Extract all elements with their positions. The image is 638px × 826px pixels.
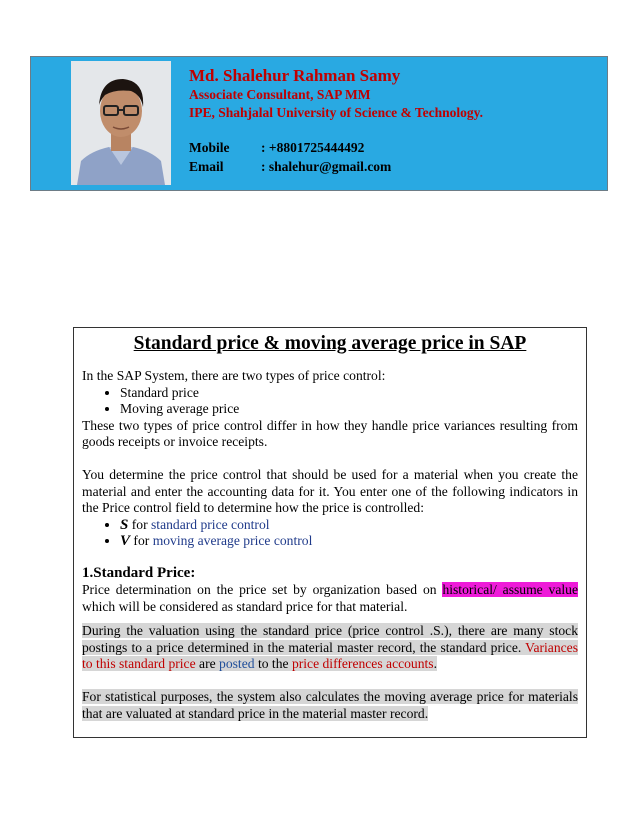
paragraph-statistical bbox=[82, 689, 578, 722]
email-row bbox=[189, 157, 483, 176]
paragraph-price-control: You determine the price control that should be used for a material when you create the material and enter the accounting data for it. You enter one of the following indicators in the Price control field to determine how the price is controlled: bbox=[82, 466, 578, 516]
list-item bbox=[120, 533, 578, 550]
mobile-label: Mobile bbox=[189, 140, 230, 155]
document-title: Standard price & moving average price in SAP bbox=[133, 333, 527, 354]
text-run: During the valuation using the standard price (price control .S.), there are many stock postings to a price determined in the material master record, the standard price. bbox=[82, 623, 578, 655]
email-value: : shalehur@gmail.com bbox=[261, 159, 392, 174]
profile-header bbox=[30, 56, 608, 191]
profile-name: Md. Shalehur Rahman Samy bbox=[189, 66, 401, 85]
mobile-row bbox=[189, 138, 483, 157]
text-run: . bbox=[433, 656, 437, 672]
text-run: which will be considered as standard price for that material. bbox=[82, 598, 408, 614]
indicator-word: for bbox=[133, 533, 150, 549]
email-label: Email bbox=[189, 159, 224, 174]
indicator-letter: V bbox=[120, 533, 131, 550]
contact-block bbox=[189, 138, 483, 176]
text-posted: posted bbox=[219, 656, 255, 672]
text-run: to the bbox=[254, 656, 292, 672]
indicators-list bbox=[82, 517, 578, 550]
text-run: are bbox=[195, 656, 220, 672]
intro-text: In the SAP System, there are two types of price control: bbox=[82, 368, 386, 383]
text-variances: Variances to this standard price bbox=[82, 639, 578, 672]
list-item: • Moving average price bbox=[120, 401, 578, 418]
text-run: For statistical purposes, the system also calculates the moving average price for materials that are valuated at standard price in the material master record. bbox=[82, 688, 578, 721]
indicator-word: for bbox=[131, 516, 148, 532]
list-item: • Standard price bbox=[120, 385, 578, 402]
indicator-desc: moving average price control bbox=[152, 533, 313, 549]
person-photo-icon bbox=[71, 61, 171, 185]
profile-photo bbox=[71, 61, 171, 185]
profile-position: Associate Consultant, SAP MM bbox=[189, 87, 371, 102]
paragraph-valuation bbox=[82, 623, 578, 673]
document-body bbox=[73, 327, 587, 738]
indicator-desc: standard price control bbox=[151, 516, 270, 532]
indicator-letter: S bbox=[120, 516, 129, 533]
section-title-standard-price: 1.Standard Price: bbox=[82, 564, 196, 581]
text-price-diff-accounts: price differences accounts bbox=[291, 656, 434, 672]
text-run: Price determination on the price set by organization based on bbox=[82, 581, 443, 597]
price-types-list bbox=[82, 385, 578, 418]
list-item bbox=[120, 517, 578, 534]
profile-university: IPE, Shahjalal University of Science & Technology. bbox=[189, 105, 484, 120]
mobile-value: : +8801725444492 bbox=[261, 140, 365, 155]
highlight-historical: historical/ assume value bbox=[442, 581, 578, 597]
paragraph-standard-price bbox=[82, 582, 578, 615]
paragraph-variances: These two types of price control differ in how they handle price variances resulting from goods receipts or invoice receipts. bbox=[82, 417, 578, 450]
header-info bbox=[189, 65, 483, 176]
